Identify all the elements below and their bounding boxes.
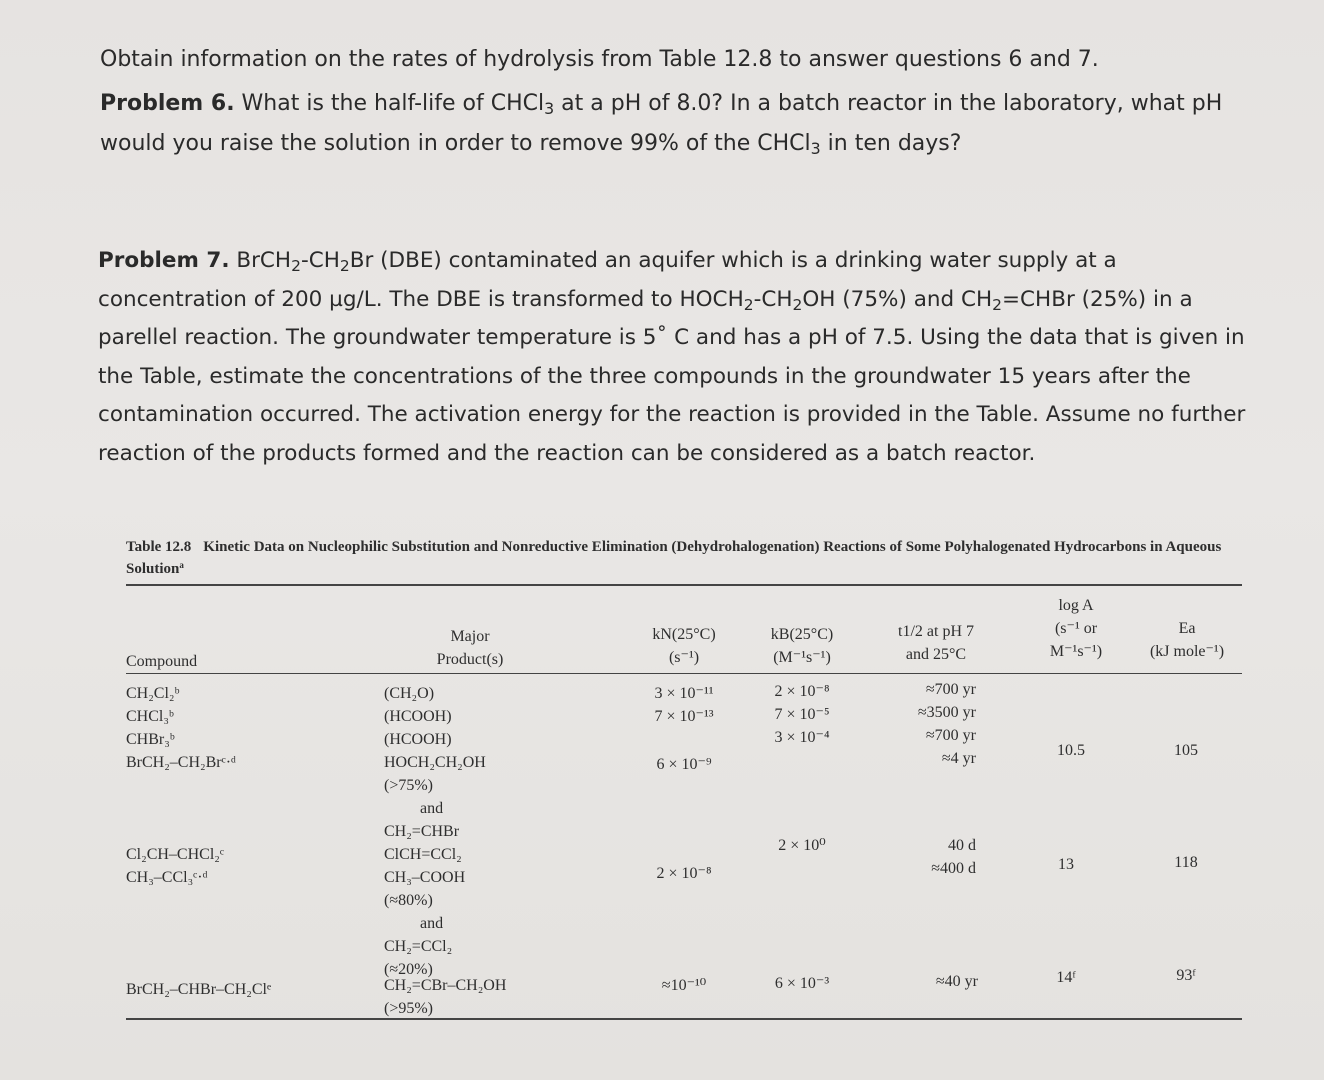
block3-half-life: ≈40 yr xyxy=(935,973,978,990)
header-kn xyxy=(624,624,744,670)
block3-kn: ≈10⁻¹⁰ xyxy=(661,977,707,994)
problem-6-text: What is the half-life of CHCl xyxy=(234,91,545,116)
product-cell: (≈80%) xyxy=(384,892,433,909)
problem-7-text: Br (DBE) contaminated an aquifer which is a drinking water supply at a concentration of 200 µg/L. The DBE is transformed to HOCH xyxy=(98,248,1117,312)
block1-compounds xyxy=(126,682,236,774)
block3-compound: BrCH₂–CHBr–CH₂Clᵉ xyxy=(126,981,272,998)
subscript: 3 xyxy=(810,138,821,158)
half-life-cell: ≈700 yr xyxy=(925,681,976,698)
product-cell: (HCOOH) xyxy=(384,708,452,725)
product-cell: CH₃–COOH xyxy=(384,869,466,886)
header-text: (M⁻¹s⁻¹) xyxy=(773,649,831,666)
block2-half-life xyxy=(866,834,976,880)
product-cell: (>95%) xyxy=(384,1000,434,1017)
problem-7-text: OH (75%) and CH xyxy=(802,286,993,312)
header-text: and 25°C xyxy=(905,646,967,663)
block2-products xyxy=(384,843,584,981)
problem-7 xyxy=(98,242,1258,473)
problem-7-label: Problem 7. xyxy=(98,248,230,273)
half-life-cell: 40 d xyxy=(948,837,976,854)
kn-cell: 6 × 10⁻⁹ xyxy=(656,756,712,773)
subscript: 2 xyxy=(743,295,754,314)
subscript: 3 xyxy=(544,98,555,118)
block1-kb xyxy=(742,680,862,772)
product-cell: (HCOOH) xyxy=(384,731,452,748)
kb-cell: 2 × 10⁻⁸ xyxy=(774,683,830,700)
table-top-rule xyxy=(126,584,1242,586)
product-cell: HOCH₂CH₂OH xyxy=(384,754,486,771)
header-compound: Compound xyxy=(126,653,198,670)
header-text: t1/2 at pH 7 xyxy=(898,623,974,640)
header-product xyxy=(410,626,530,672)
table-bottom-rule xyxy=(126,1018,1242,1020)
compound-cell: Cl₂CH–CHCl₂ᶜ xyxy=(126,846,224,863)
block2-log-a: 13 xyxy=(1058,856,1074,873)
kb-cell: 3 × 10⁻⁴ xyxy=(774,729,830,746)
intro-line: Obtain information on the rates of hydrolysis from Table 12.8 to answer questions 6 and 7. xyxy=(100,47,1099,72)
subscript: 2 xyxy=(992,295,1003,314)
header-kb xyxy=(742,624,862,670)
table-caption xyxy=(126,536,1242,580)
kn-cell: 7 × 10⁻¹³ xyxy=(654,708,714,725)
problem-7-text: =CHBr (25%) in a parellel reaction. The groundwater temperature is 5˚ C and has a pH of 7.5. Using the data that is given in the Table, estimate the concentrations of the three compounds in the groundwater 15 years after the contamination occurred. The activation energy for the reaction is provided in the Table. Assume no further reaction of the products formed and the reaction can be considered as a batch reactor. xyxy=(98,286,1246,466)
problem-7-text: -CH xyxy=(753,286,793,312)
header-text: Ea xyxy=(1178,620,1196,637)
product-cell: (CH₂O) xyxy=(384,685,435,702)
block3-kb: 6 × 10⁻³ xyxy=(774,975,830,992)
block2-ea: 118 xyxy=(1174,854,1198,871)
block3-ea: 93ᶠ xyxy=(1176,967,1196,984)
header-text: (kJ mole⁻¹) xyxy=(1149,643,1225,660)
compound-cell: BrCH₂–CH₂Brᶜ·ᵈ xyxy=(126,754,237,771)
product-cell: (≈20%) xyxy=(384,961,433,978)
header-text: kN(25°C) xyxy=(652,626,716,643)
problem-6-text: in ten days? xyxy=(820,131,962,156)
compound-cell: CH₂Cl₂ᵇ xyxy=(126,685,180,702)
block1-products xyxy=(384,682,584,843)
half-life-cell: ≈400 d xyxy=(931,860,976,877)
header-text: Product(s) xyxy=(436,651,504,668)
subscript: 2 xyxy=(291,256,301,275)
product-cell: and xyxy=(420,915,444,932)
compound-cell: CHCl₃ᵇ xyxy=(126,708,174,725)
kb-cell: 7 × 10⁻⁵ xyxy=(774,706,830,723)
problem-7-text: BrCH xyxy=(229,248,292,273)
product-cell: (>75%) xyxy=(384,777,434,794)
problem-7-text: -CH xyxy=(300,248,340,273)
header-half-life xyxy=(866,621,1006,667)
kinetic-data-table xyxy=(126,536,1242,1036)
header-text: Major xyxy=(450,628,490,645)
table-header-rule xyxy=(126,673,1242,674)
block3-products xyxy=(384,974,604,1020)
block1-half-life xyxy=(866,678,976,770)
kb-cell xyxy=(742,749,862,772)
product-cell: CH₂=CHBr xyxy=(384,823,460,840)
header-text: log A xyxy=(1058,597,1094,614)
header-text: M⁻¹s⁻¹) xyxy=(1049,643,1103,660)
block1-ea: 105 xyxy=(1174,742,1198,759)
header-text: kB(25°C) xyxy=(770,626,834,643)
header-log-a xyxy=(1026,595,1126,664)
block2-kb: 2 × 10⁰ xyxy=(778,837,826,854)
half-life-cell: ≈3500 yr xyxy=(917,704,976,721)
intro-section xyxy=(100,40,1250,164)
compound-cell: CH₃–CCl₃ᶜ·ᵈ xyxy=(126,869,208,886)
subscript: 2 xyxy=(792,295,803,314)
block3-log-a: 14ᶠ xyxy=(1056,969,1076,986)
half-life-cell: ≈700 yr xyxy=(925,727,976,744)
table-title: Kinetic Data on Nucleophilic Substitution and Nonreductive Elimination (Dehydrohalogenation) Reactions of Some Polyhalogenated Hydrocarbons in Aqueous Solution xyxy=(126,539,1222,577)
problem-6 xyxy=(100,84,1250,164)
product-cell: ClCH=CCl₂ xyxy=(384,846,462,863)
problem-6-label: Problem 6. xyxy=(100,91,235,116)
block2-kn: 2 × 10⁻⁸ xyxy=(656,865,712,882)
subscript: 2 xyxy=(339,256,350,275)
table-title-note: a xyxy=(179,560,184,571)
header-text: (s⁻¹ or xyxy=(1054,620,1098,637)
compound-cell: CHBr₃ᵇ xyxy=(126,731,175,748)
block1-log-a: 10.5 xyxy=(1057,742,1085,759)
header-text: (s⁻¹) xyxy=(668,649,700,666)
table-number: Table 12.8 xyxy=(126,539,192,555)
header-ea xyxy=(1132,618,1242,664)
problem-6-text: at a pH of 8.0? In a batch reactor in the laboratory, what pH would you raise the solution in order to remove 99% of the CHCl xyxy=(100,91,1223,156)
block2-compounds xyxy=(126,843,224,889)
half-life-cell: ≈4 yr xyxy=(941,750,976,767)
product-cell: and xyxy=(420,800,444,817)
product-cell: CH₂=CCl₂ xyxy=(384,938,453,955)
kn-cell: 3 × 10⁻¹¹ xyxy=(654,685,714,702)
kn-cell xyxy=(624,728,744,751)
block1-kn xyxy=(624,682,744,776)
product-cell: CH₂=CBr–CH₂OH xyxy=(384,977,507,994)
